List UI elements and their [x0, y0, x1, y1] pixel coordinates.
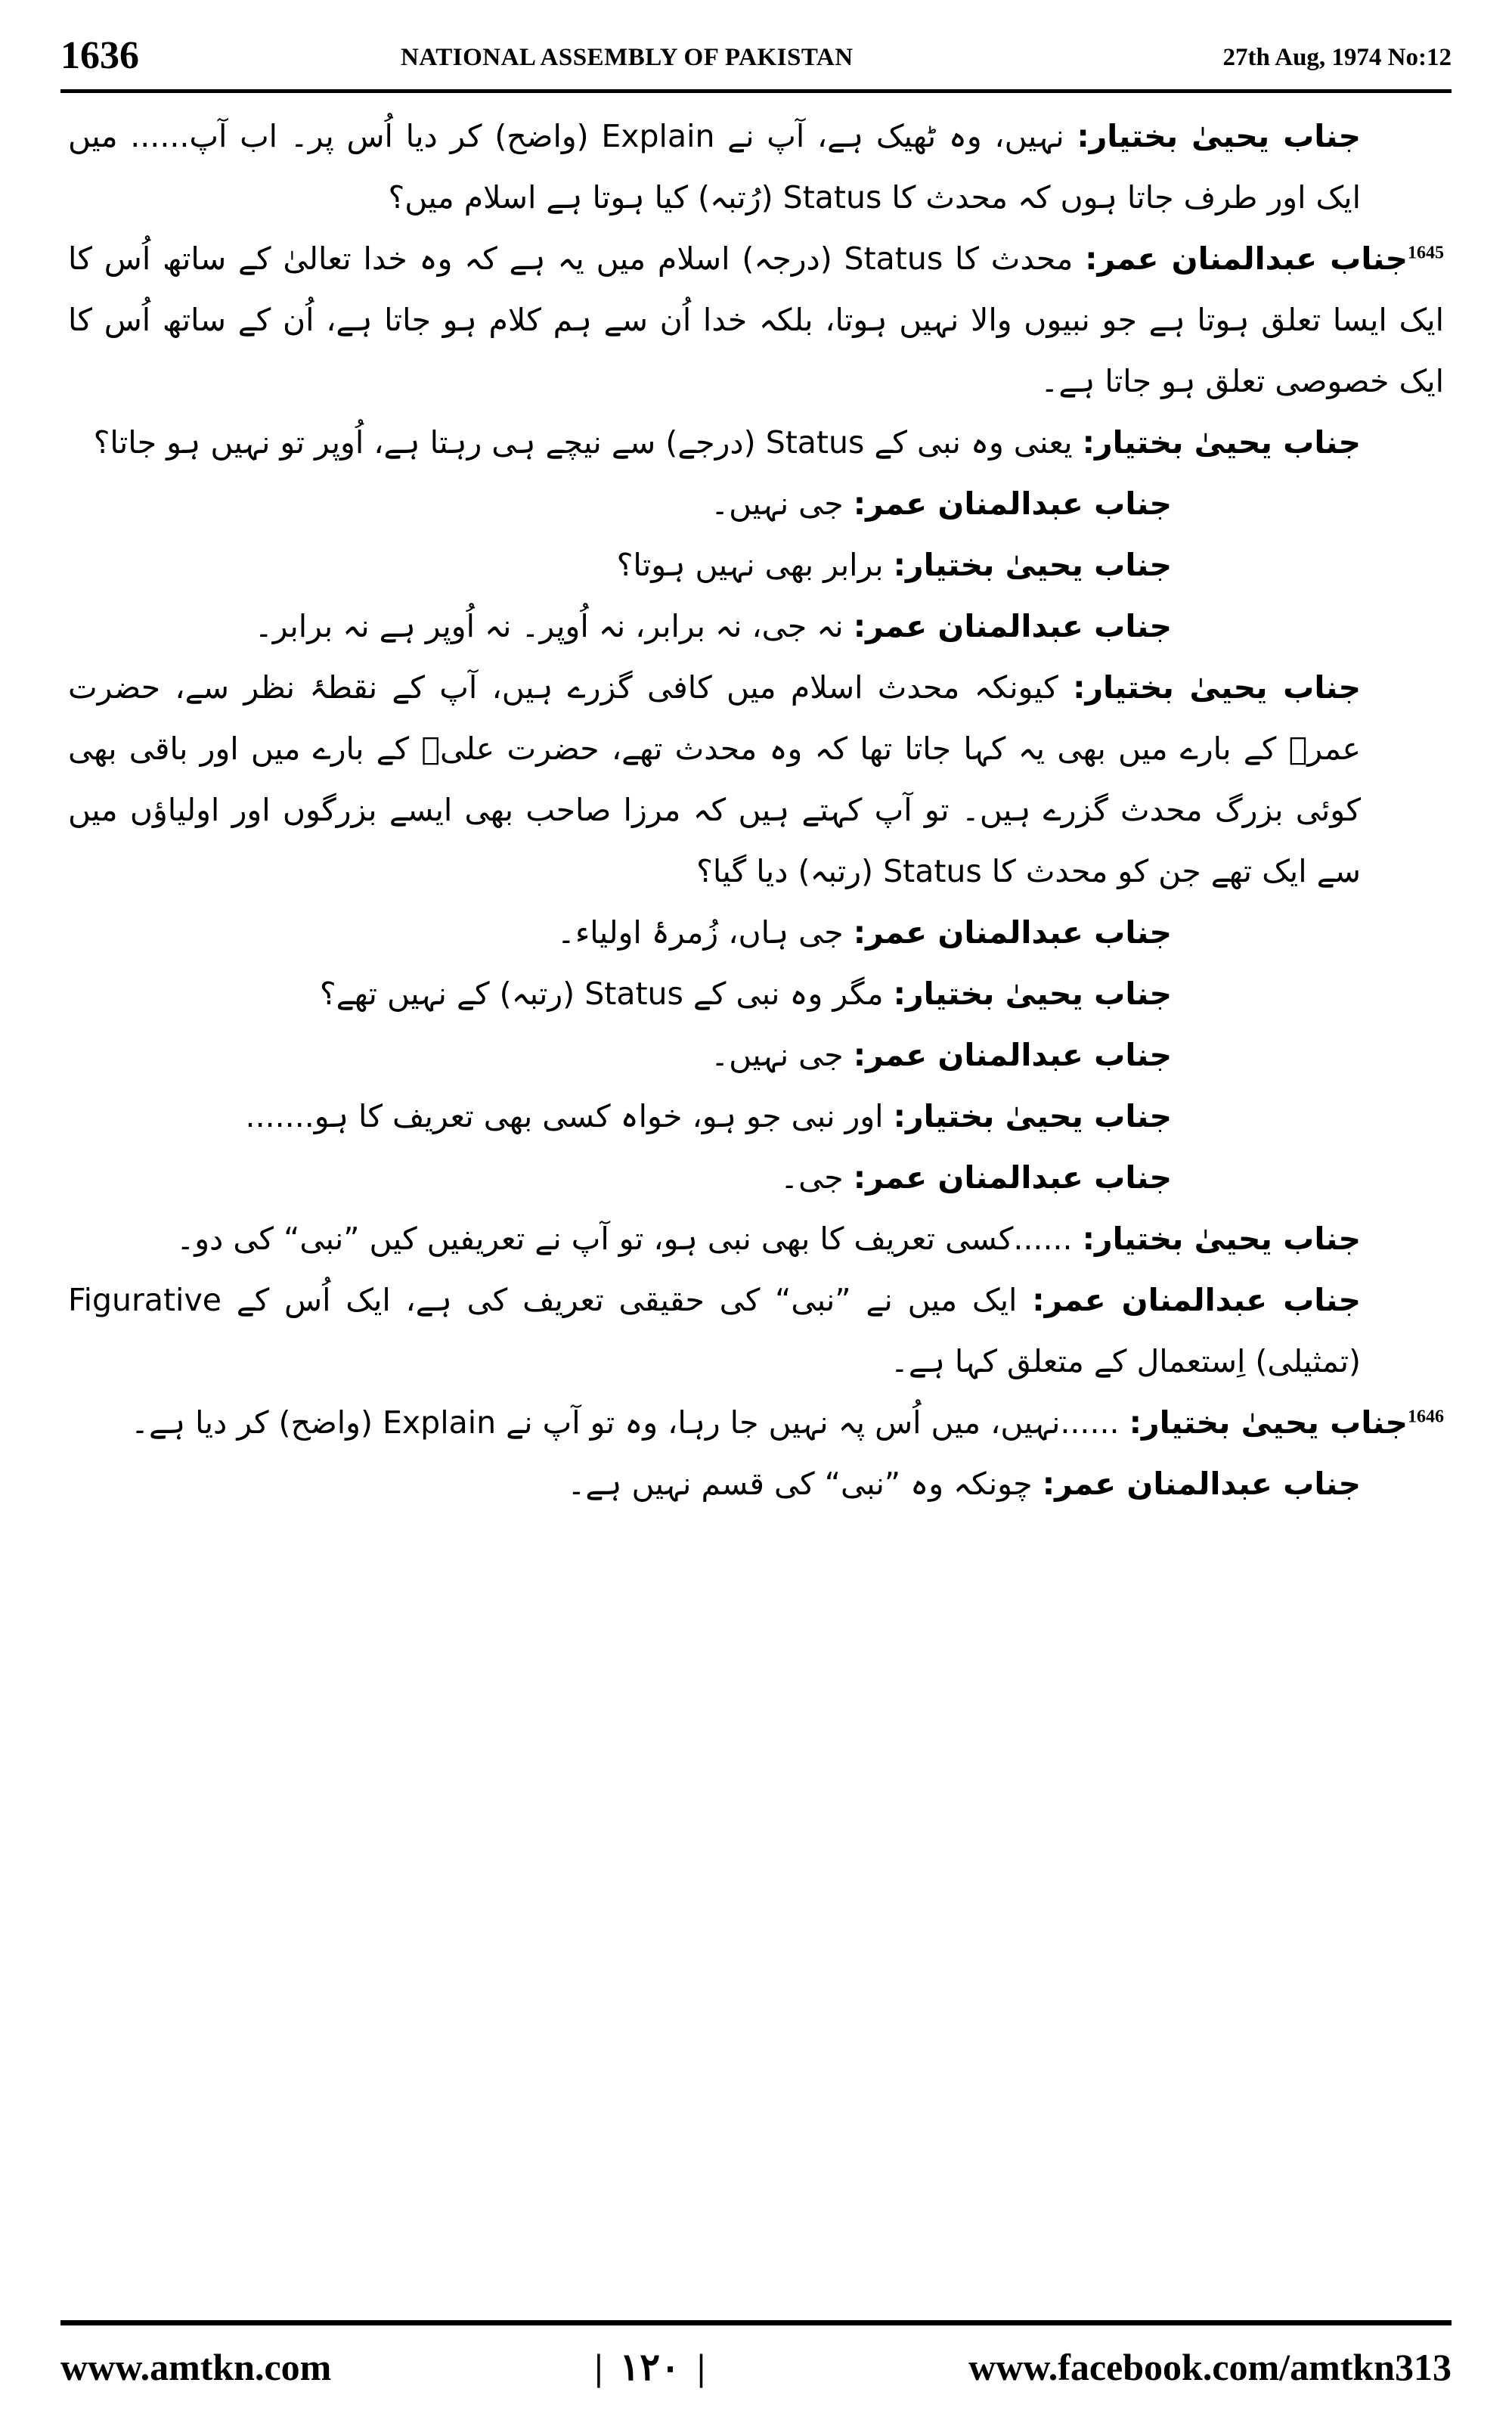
urdu-page-number: ۱۲۰ — [619, 2346, 681, 2388]
running-title: NATIONAL ASSEMBLY OF PAKISTAN — [401, 44, 854, 71]
divider-left: | — [594, 2346, 603, 2388]
speaker-name: جناب یحییٰ بختیار: — [1073, 669, 1361, 706]
speaker-name: جناب عبدالمنان عمر: — [1042, 1466, 1361, 1502]
speaker-name: جناب یحییٰ بختیار: — [893, 976, 1172, 1012]
speaker-name: جناب یحییٰ بختیار: — [1082, 1221, 1361, 1257]
paragraph-text: چونکہ وہ ”نبی“ کی قسم نہیں ہے۔ — [567, 1466, 1043, 1502]
divider-right: | — [697, 2346, 706, 2388]
paragraph-text: نہ جی، نہ برابر، نہ اُوپر۔ نہ اُوپر ہے نہ برابر۔ — [254, 608, 854, 644]
transcript-paragraph — [68, 535, 1444, 596]
transcript-paragraph — [68, 473, 1444, 535]
transcript-body — [68, 106, 1444, 2310]
speaker-name: جناب یحییٰ بختیار: — [1077, 118, 1361, 154]
transcript-paragraph — [68, 1025, 1444, 1086]
paragraph-text: جی نہیں۔ — [711, 486, 854, 522]
paragraph-text: جی۔ — [780, 1159, 854, 1196]
speaker-name: جناب عبدالمنان عمر: — [853, 1159, 1172, 1196]
speaker-name: جناب یحییٰ بختیار: — [1082, 424, 1361, 461]
page-footer — [60, 2337, 1452, 2397]
speaker-name: جناب عبدالمنان عمر: — [853, 608, 1172, 644]
transcript-paragraph — [68, 106, 1444, 228]
footer-page-marker — [594, 2345, 705, 2389]
transcript-paragraph — [68, 1208, 1444, 1270]
transcript-paragraph — [68, 902, 1444, 963]
paragraph-text: ......نہیں، میں اُس پہ نہیں جا رہا، وہ تو آپ نے Explain (واضح) کر دیا ہے۔ — [131, 1404, 1129, 1441]
transcript-paragraph — [68, 657, 1444, 902]
transcript-paragraph — [68, 1392, 1444, 1454]
paragraph-text: نہیں، وہ ٹھیک ہے، آپ نے Explain (واضح) کر دیا اُس پر۔ اب آپ...... میں ایک اور طرف جاتا ہوں کہ محدث کا Status (رُتبہ) کیا ہوتا ہے اسلام میں؟ — [68, 118, 1361, 216]
speaker-name: جناب عبدالمنان عمر: — [1085, 240, 1408, 277]
speaker-name: جناب یحییٰ بختیار: — [893, 547, 1172, 583]
header-rule — [60, 89, 1452, 93]
transcript-paragraph — [68, 1147, 1444, 1208]
transcript-paragraph — [68, 228, 1444, 412]
paragraph-text: ......کسی تعریف کا بھی نبی ہو، تو آپ نے تعریفیں کیں ”نبی“ کی دو۔ — [176, 1221, 1083, 1257]
transcript-paragraph — [68, 596, 1444, 657]
speaker-name: جناب عبدالمنان عمر: — [853, 914, 1172, 951]
footer-rule — [60, 2320, 1452, 2325]
date-and-issue: 27th Aug, 1974 No:12 — [1222, 44, 1452, 71]
transcript-paragraph — [68, 1086, 1444, 1147]
speaker-name: جناب یحییٰ بختیار: — [893, 1098, 1172, 1134]
paragraph-text: یعنی وہ نبی کے Status (درجے) سے نیچے ہی رہتا ہے، اُوپر تو نہیں ہو جاتا؟ — [93, 424, 1083, 461]
transcript-paragraph — [68, 1454, 1444, 1515]
transcript-paragraph — [68, 1270, 1444, 1392]
speaker-name: جناب عبدالمنان عمر: — [853, 1037, 1172, 1073]
paragraph-text: مگر وہ نبی کے Status (رتبہ) کے نہیں تھے؟ — [319, 976, 894, 1012]
reference-number: 1645 — [1408, 243, 1444, 263]
transcript-paragraph — [68, 412, 1444, 473]
page-number: 1636 — [60, 34, 139, 77]
footer-website-link[interactable]: www.amtkn.com — [60, 2346, 332, 2388]
paragraph-text: ایک میں نے ”نبی“ کی حقیقی تعریف کی ہے، ایک اُس کے Figurative (تمثیلی) اِستعمال کے متعلق کہا ہے۔ — [68, 1282, 1361, 1379]
paragraph-text: جی ہاں، زُمرۂ اولیاء۔ — [556, 914, 854, 951]
paragraph-text: برابر بھی نہیں ہوتا؟ — [616, 547, 894, 583]
footer-facebook-link[interactable]: www.facebook.com/amtkn313 — [968, 2346, 1452, 2388]
transcript-paragraph — [68, 963, 1444, 1025]
speaker-name: جناب یحییٰ بختیار: — [1129, 1404, 1408, 1441]
page-header — [60, 33, 1452, 86]
reference-number: 1646 — [1408, 1407, 1444, 1427]
paragraph-text: جی نہیں۔ — [711, 1037, 854, 1073]
speaker-name: جناب عبدالمنان عمر: — [1032, 1282, 1361, 1318]
paragraph-text: کیونکہ محدث اسلام میں کافی گزرے ہیں، آپ کے نقطۂ نظر سے، حضرت عمرؓ کے بارے میں بھی یہ کہا جاتا تھا کہ وہ محدث تھے، حضرت علیؓ کے بارے میں اور باقی بھی کوئی بزرگ محدث گزرے ہیں۔ تو آپ کہتے ہیں کہ مرزا صاحب بھی ایسے بزرگوں اور اولیاؤں میں سے ایک تھے جن کو محدث کا Status (رتبہ) دیا گیا؟ — [68, 669, 1361, 889]
speaker-name: جناب عبدالمنان عمر: — [853, 486, 1172, 522]
paragraph-text: اور نبی جو ہو، خواہ کسی بھی تعریف کا ہو....... — [245, 1098, 894, 1134]
paragraph-text: محدث کا Status (درجہ) اسلام میں یہ ہے کہ وہ خدا تعالیٰ کے ساتھ اُس کا ایک ایسا تعلق ہوتا ہے جو نبیوں والا نہیں ہوتا، بلکہ خدا اُن سے ہم کلام ہو جاتا ہے، اُن کے ساتھ اُس کا ایک خصوصی تعلق ہو جاتا ہے۔ — [68, 240, 1444, 399]
